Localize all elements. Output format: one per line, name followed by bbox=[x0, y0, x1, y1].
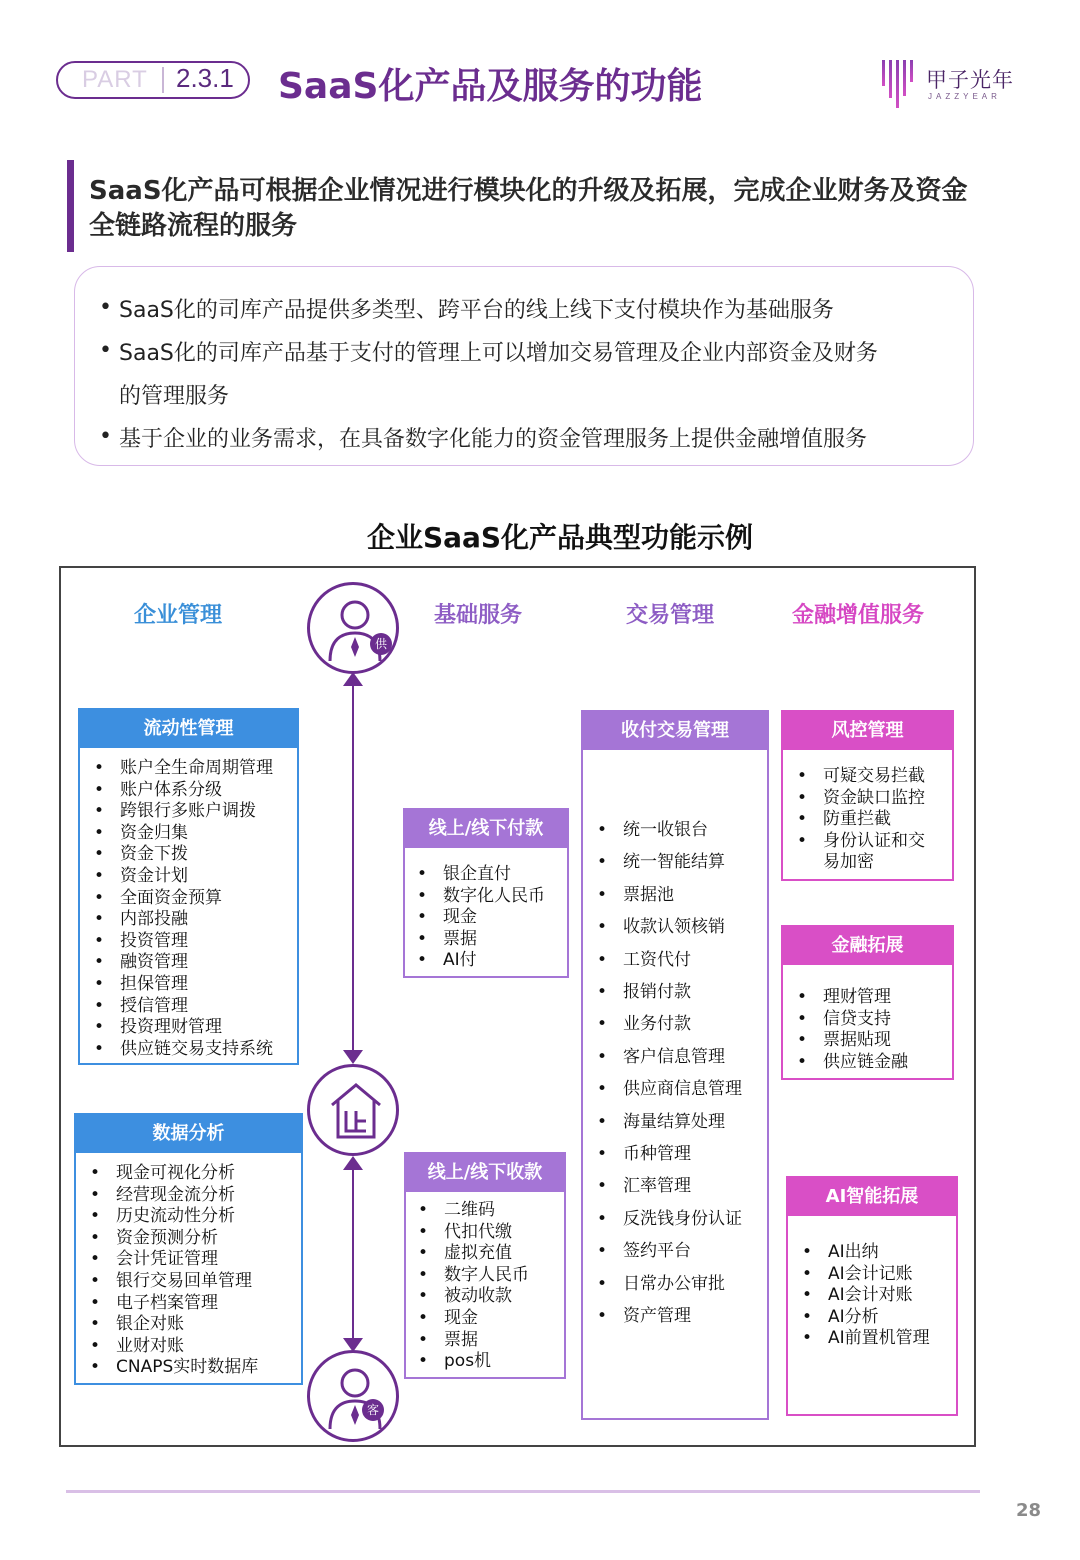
list-item: • 工资代付 bbox=[593, 944, 742, 976]
list-item: • 可疑交易拦截 bbox=[793, 766, 925, 788]
bullet-dot: • bbox=[99, 338, 112, 363]
arrow-up-icon bbox=[343, 672, 363, 686]
section-number: 2.3.1 bbox=[176, 63, 234, 93]
list-item: • AI会计对账 bbox=[798, 1285, 930, 1307]
list-item: • 身份认证和交 bbox=[793, 831, 925, 853]
list-item: • 银企对账 bbox=[86, 1314, 258, 1336]
summary-bullet-continued: 的管理服务 bbox=[119, 384, 230, 409]
person-icon bbox=[324, 1363, 386, 1433]
bullet-dot: • bbox=[99, 424, 112, 449]
connector-line bbox=[352, 676, 354, 1062]
payment-box bbox=[403, 808, 569, 978]
list-item: • 统一智能结算 bbox=[593, 846, 742, 878]
list-item: • 资金计划 bbox=[90, 866, 273, 888]
liquidity-title: 流动性管理 bbox=[80, 710, 297, 748]
list-item: • 供应链交易支持系统 bbox=[90, 1039, 273, 1061]
list-item: • 签约平台 bbox=[593, 1235, 742, 1267]
customer-circle bbox=[307, 1350, 399, 1442]
list-item: • 数字人民币 bbox=[414, 1265, 529, 1287]
list-item: • 反洗钱身份认证 bbox=[593, 1203, 742, 1235]
list-item: • 现金 bbox=[414, 1308, 529, 1330]
list-item: • 资金预测分析 bbox=[86, 1228, 258, 1250]
supplier-label: 供 bbox=[370, 633, 392, 655]
list-item: • 资金缺口监控 bbox=[793, 788, 925, 810]
list-item: • 账户体系分级 bbox=[90, 780, 273, 802]
list-item: • 被动收款 bbox=[414, 1286, 529, 1308]
settlement-list bbox=[593, 814, 742, 1333]
list-item: • 银企直付 bbox=[413, 864, 545, 886]
ai-extension-title: AI智能拓展 bbox=[788, 1178, 956, 1216]
list-item: • 资产管理 bbox=[593, 1300, 742, 1332]
list-item: • 信贷支持 bbox=[793, 1009, 908, 1031]
list-item: • 票据 bbox=[414, 1330, 529, 1352]
list-item: • 电子档案管理 bbox=[86, 1293, 258, 1315]
liquidity-list bbox=[90, 758, 273, 1060]
list-item: • CNAPS实时数据库 bbox=[86, 1357, 258, 1379]
list-item: • 报销付款 bbox=[593, 976, 742, 1008]
list-item: • AI会计记账 bbox=[798, 1264, 930, 1286]
risk-box bbox=[781, 710, 954, 881]
list-item: • 会计凭证管理 bbox=[86, 1249, 258, 1271]
ai-extension-list bbox=[798, 1242, 930, 1350]
settlement-title: 收付交易管理 bbox=[583, 712, 767, 750]
list-item: • 资金归集 bbox=[90, 823, 273, 845]
list-item: • 内部投融 bbox=[90, 909, 273, 931]
list-item: • 账户全生命周期管理 bbox=[90, 758, 273, 780]
list-item: • 资金下拨 bbox=[90, 844, 273, 866]
summary-bullet: 基于企业的业务需求，在具备数字化能力的资金管理服务上提供金融增值服务 bbox=[119, 427, 868, 452]
customer-label: 客 bbox=[362, 1399, 384, 1421]
list-item: • AI前置机管理 bbox=[798, 1328, 930, 1350]
list-item: • 业财对账 bbox=[86, 1336, 258, 1358]
payment-title: 线上/线下付款 bbox=[405, 810, 567, 848]
list-item: • 票据池 bbox=[593, 879, 742, 911]
list-item: • 票据贴现 bbox=[793, 1030, 908, 1052]
list-item: • 防重拦截 bbox=[793, 809, 925, 831]
arrow-down-icon bbox=[343, 1050, 363, 1064]
list-item: • 现金可视化分析 bbox=[86, 1163, 258, 1185]
finance-extension-list bbox=[793, 987, 908, 1073]
footer-divider bbox=[66, 1490, 980, 1493]
finance-extension-title: 金融拓展 bbox=[783, 927, 952, 965]
building-icon bbox=[328, 1081, 384, 1141]
risk-list bbox=[793, 766, 925, 874]
column-header-trade: 交易管理 bbox=[626, 603, 715, 628]
liquidity-box bbox=[78, 708, 299, 1065]
list-item: • 现金 bbox=[413, 907, 545, 929]
supplier-circle bbox=[307, 582, 399, 674]
collection-title: 线上/线下收款 bbox=[406, 1154, 564, 1192]
list-item: • AI出纳 bbox=[798, 1242, 930, 1264]
collection-list bbox=[414, 1200, 529, 1373]
diagram-title: 企业SaaS化产品典型功能示例 bbox=[366, 521, 754, 554]
column-header-finance: 金融增值服务 bbox=[792, 603, 925, 628]
analysis-title: 数据分析 bbox=[76, 1115, 301, 1153]
page-number: 28 bbox=[1016, 1500, 1042, 1521]
risk-title: 风控管理 bbox=[783, 712, 952, 750]
list-item: • 日常办公审批 bbox=[593, 1268, 742, 1300]
list-item: • 银行交易回单管理 bbox=[86, 1271, 258, 1293]
part-label: PART bbox=[82, 66, 148, 93]
list-item: • 投资管理 bbox=[90, 931, 273, 953]
list-item: • AI分析 bbox=[798, 1307, 930, 1329]
list-item: • 虚拟充值 bbox=[414, 1243, 529, 1265]
list-item: • AI付 bbox=[413, 950, 545, 972]
person-icon bbox=[324, 595, 386, 665]
finance-extension-box bbox=[781, 925, 954, 1080]
list-item: • 全面资金预算 bbox=[90, 888, 273, 910]
brand-subtitle: JAZZYEAR bbox=[928, 92, 1001, 101]
list-item: • 业务付款 bbox=[593, 1008, 742, 1040]
summary-box bbox=[74, 266, 974, 466]
summary-bullet: SaaS化的司库产品提供多类型、跨平台的线上线下支付模块作为基础服务 bbox=[119, 298, 834, 323]
headline-accent-bar bbox=[67, 160, 74, 252]
settlement-box bbox=[581, 710, 769, 1420]
list-item: • 客户信息管理 bbox=[593, 1041, 742, 1073]
list-item: • 投资理财管理 bbox=[90, 1017, 273, 1039]
list-item: • 供应链金融 bbox=[793, 1052, 908, 1074]
column-header-enterprise: 企业管理 bbox=[134, 603, 223, 628]
list-item: • 经营现金流分析 bbox=[86, 1185, 258, 1207]
headline: SaaS化产品可根据企业情况进行模块化的升级及拓展，完成企业财务及资金全链路流程的服务 bbox=[89, 176, 968, 241]
connector-line bbox=[352, 1160, 354, 1348]
list-item: • 数字化人民币 bbox=[413, 886, 545, 908]
summary-bullet: SaaS化的司库产品基于支付的管理上可以增加交易管理及企业内部资金及财务 bbox=[119, 341, 878, 366]
list-item: • 统一收银台 bbox=[593, 814, 742, 846]
enterprise-circle bbox=[307, 1064, 399, 1156]
list-item: • 授信管理 bbox=[90, 996, 273, 1018]
list-item: • 汇率管理 bbox=[593, 1170, 742, 1202]
analysis-list bbox=[86, 1163, 258, 1379]
list-item: • 供应商信息管理 bbox=[593, 1073, 742, 1105]
list-item: • 收款认领核销 bbox=[593, 911, 742, 943]
page-title: SaaS化产品及服务的功能 bbox=[278, 66, 703, 107]
list-item: • 跨银行多账户调拨 bbox=[90, 801, 273, 823]
pill-divider bbox=[162, 67, 164, 93]
brand-name: 甲子光年 bbox=[926, 68, 1014, 92]
list-item: • 历史流动性分析 bbox=[86, 1206, 258, 1228]
list-item: • 代扣代缴 bbox=[414, 1222, 529, 1244]
list-item: • 二维码 bbox=[414, 1200, 529, 1222]
collection-box bbox=[404, 1152, 566, 1379]
list-item: • 融资管理 bbox=[90, 952, 273, 974]
list-item: • 理财管理 bbox=[793, 987, 908, 1009]
list-item: • 担保管理 bbox=[90, 974, 273, 996]
analysis-box bbox=[74, 1113, 303, 1385]
list-item: • 币种管理 bbox=[593, 1138, 742, 1170]
arrow-up-icon bbox=[343, 1156, 363, 1170]
list-item: 易加密 bbox=[823, 852, 874, 873]
list-item: • pos机 bbox=[414, 1351, 529, 1373]
list-item: • 海量结算处理 bbox=[593, 1106, 742, 1138]
bullet-dot: • bbox=[99, 295, 112, 320]
brand-logo-icon bbox=[880, 58, 916, 110]
column-header-basic: 基础服务 bbox=[434, 603, 523, 628]
list-item: • 票据 bbox=[413, 929, 545, 951]
ai-extension-box bbox=[786, 1176, 958, 1416]
payment-list bbox=[413, 864, 545, 972]
